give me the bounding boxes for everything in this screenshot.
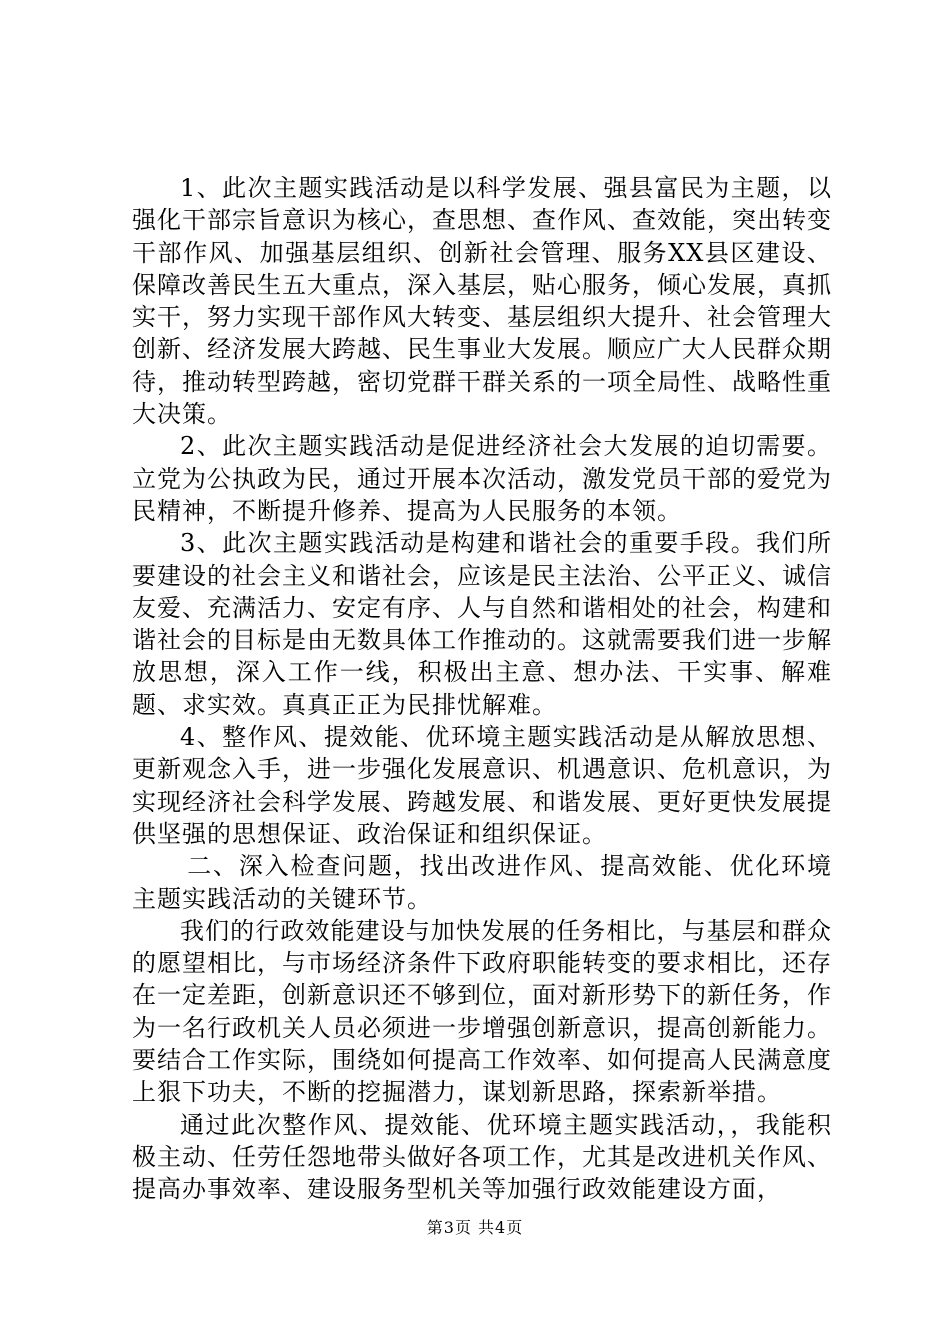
- paragraph-1: 1、此次主题实践活动是以科学发展、强县富民为主题，以强化干部宗旨意识为核心，查思想、查作风、查效能，突出转变干部作风、加强基层组织、创新社会管理、服务XX县区建设、保障改善民生五大重点，深入基层，贴心服务，倾心发展，真抓实干，努力实现干部作风大转变、基层组织大提升、社会管理大创新、经济发展大跨越、民生事业大发展。顺应广大人民群众期待，推动转型跨越，密切党群干群关系的一项全局性、战略性重大决策。: [132, 174, 832, 429]
- document-body: [132, 172, 832, 1206]
- paragraph-4: 4、整作风、提效能、优环境主题实践活动是从解放思想、更新观念入手，进一步强化发展意识、机遇意识、危机意识，为实现经济社会科学发展、跨越发展、和谐发展、更好更快发展提供坚强的思想保证、政治保证和组织保证。: [132, 723, 832, 848]
- paragraph-2: 2、此次主题实践活动是促进经济社会大发展的迫切需要。立党为公执政为民，通过开展本次活动，激发党员干部的爱党为民精神，不断提升修养、提高为人民服务的本领。: [132, 432, 832, 525]
- paragraph-6: 通过此次整作风、提效能、优环境主题实践活动，，我能积极主动、任劳任怨地带头做好各项工作，尤其是改进机关作风、提高办事效率、建设服务型机关等加强行政效能建设方面，: [132, 1110, 832, 1204]
- page-footer: 第3页 共4页: [426, 1218, 524, 1237]
- paragraph-5: 我们的行政效能建设与加快发展的任务相比，与基层和群众的愿望相比，与市场经济条件下政府职能转变的要求相比，还存在一定差距，创新意识还不够到位，面对新形势下的新任务，作为一名行政机关人员必须进一步增强创新意识，提高创新能力。要结合工作实际，围绕如何提高工作效率、如何提高人民满意度上狠下功夫，不断的挖掘潜力，谋划新思路，探索新举措。: [132, 916, 832, 1107]
- section-heading-2: 二、深入检查问题，找出改进作风、提高效能、优化环境主题实践活动的关键环节。: [132, 852, 832, 913]
- paragraph-3: 3、此次主题实践活动是构建和谐社会的重要手段。我们所要建设的社会主义和谐社会，应该是民主法治、公平正义、诚信友爱、充满活力、安定有序、人与自然和谐相处的社会，构建和谐社会的目标是由无数具体工作推动的。这就需要我们进一步解放思想，深入工作一线，积极出主意、想办法、干实事、解难题、求实效。真真正正为民排忧解难。: [132, 529, 832, 719]
